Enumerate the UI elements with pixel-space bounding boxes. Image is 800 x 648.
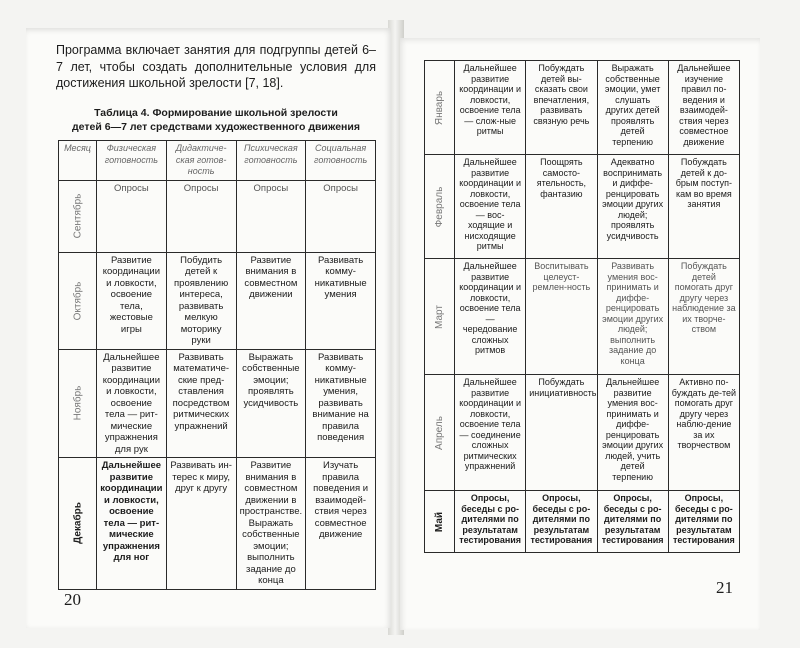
readiness-table-right [424,60,740,553]
table-cell: Опросы [306,180,376,252]
table-cell: Дальнейшее развитие координации и ловкости, освоение тела — рит-мические упражнения для ног [97,458,167,590]
table-cell: Дальнейшее изучение правил по-ведения и взаимодей-ствия через совместное движение [668,61,739,155]
table-cell: Адекватно воспринимать и диффе-ренцировать эмоции других людей; проявлять усидчивость [597,155,668,259]
table-row [425,375,740,491]
table-cell: Дальнейшее развитие умения вос-принимать и диффе-ренцировать эмоции других людей, учить детей терпению [597,375,668,491]
table-cell: Развивать ин-терес к миру, друг к другу [166,458,236,590]
intro-paragraph: Программа включает занятия для подгруппы детей 6–7 лет, чтобы создать дополнительные условия для достижения школьной зрелости [7, 18]. [56,43,376,90]
month-cell: Декабрь [59,458,97,590]
table-row [59,252,376,349]
month-cell: Апрель [425,375,455,491]
table-row [425,259,740,375]
month-cell: Ноябрь [59,349,97,458]
table-cell: Активно по-буждать де-тей помогать друг другу через наблю-дение за их творчеством [668,375,739,491]
table-cell: Опросы [166,180,236,252]
table-header-row [59,141,376,181]
table-row [59,349,376,458]
header-month: Месяц [59,141,97,181]
header-social: Социальная готовность [306,141,376,181]
table-cell: Дальнейшее развитие координации и ловкости, освоение тела — слож-ные ритмы [455,61,526,155]
table-cell: Развивать математиче-ские пред-ставления посредством ритмических упражнений [166,349,236,458]
table-cell: Побуждать детей вы-сказать свои впечатления, развивать связную речь [526,61,597,155]
table-row [425,155,740,259]
month-cell: Март [425,259,455,375]
table-cell: Опросы [97,180,167,252]
header-psychic: Психическая готовность [236,141,306,181]
table-cell: Побуждать инициативность [526,375,597,491]
table-cell: Дальнейшее развитие координации и ловкости, освоение тела — вос-ходящие и нисходящие ритмы [455,155,526,259]
table-cell: Развитие внимания в совместном движении в пространстве. Выражать собственные эмоции; выполнить задание до конца [236,458,306,590]
table-caption [56,106,376,134]
table-cell: Дальнейшее развитие координации и ловкости, освоение тела — соединение сложных ритмических упражнений [455,375,526,491]
table-cell: Поощрять самосто-ятельность, фантазию [526,155,597,259]
table-cell: Опросы [236,180,306,252]
table-cell: Побуждать детей к до-брым поступ-кам во время занятия [668,155,739,259]
table-cell: Развитие внимания в совместном движении [236,252,306,349]
month-cell: Январь [425,61,455,155]
table-cell: Побуждать детей помогать друг другу через наблюдение за их творче-ством [668,259,739,375]
table-caption-line1: Таблица 4. Формирование школьной зрелости [94,107,338,119]
table-row [59,180,376,252]
month-cell: Октябрь [59,252,97,349]
table-cell: Опросы, беседы с ро-дителями по результатам тестирования [526,491,597,553]
table-row [59,458,376,590]
table-cell: Развивать комму-никативные умения, развивать внимание на правила поведения [306,349,376,458]
table-cell: Изучать правила поведения и взаимодей-ствия через совместное движение [306,458,376,590]
header-didactic: Дидактиче-ская готов-ность [166,141,236,181]
table-cell: Дальнейшее развитие координации и ловкости, освоение тела — чередование сложных ритмов [455,259,526,375]
table-cell: Воспитывать целеуст-ремлен-ность [526,259,597,375]
page-number-right: 21 [716,578,733,597]
table-cell: Дальнейшее развитие координации и ловкости, освоение тела — рит-мические упражнения для рук [97,349,167,458]
table-row [425,491,740,553]
table-cell: Опросы, беседы с ро-дителями по результатам тестирования [597,491,668,553]
table-cell: Выражать собственные эмоции; проявлять усидчивость [236,349,306,458]
table-cell: Опросы, беседы с ро-дителями по результатам тестирования [455,491,526,553]
month-cell: Май [425,491,455,553]
header-physical: Физическая готовность [97,141,167,181]
table-cell: Опросы, беседы с ро-дителями по результатам тестирования [668,491,739,553]
table-row [425,61,740,155]
table-cell: Побудить детей к проявлению интереса, развивать мелкую моторику руки [166,252,236,349]
readiness-table-left [58,140,376,590]
table-cell: Развивать умения вос-принимать и диффе-ренцировать эмоции других людей; выполнить задание до конца [597,259,668,375]
page-number-left: 20 [64,590,81,609]
table-cell: Выражать собственные эмоции, умет слушать других детей проявлять детей терпению [597,61,668,155]
month-cell: Февраль [425,155,455,259]
table-cell: Развивать комму-никативные умения [306,252,376,349]
month-cell: Сентябрь [59,180,97,252]
table-caption-line2: детей 6—7 лет средствами художественного движения [72,121,360,133]
table-cell: Развитие координации и ловкости, освоение тела, жестовые игры [97,252,167,349]
